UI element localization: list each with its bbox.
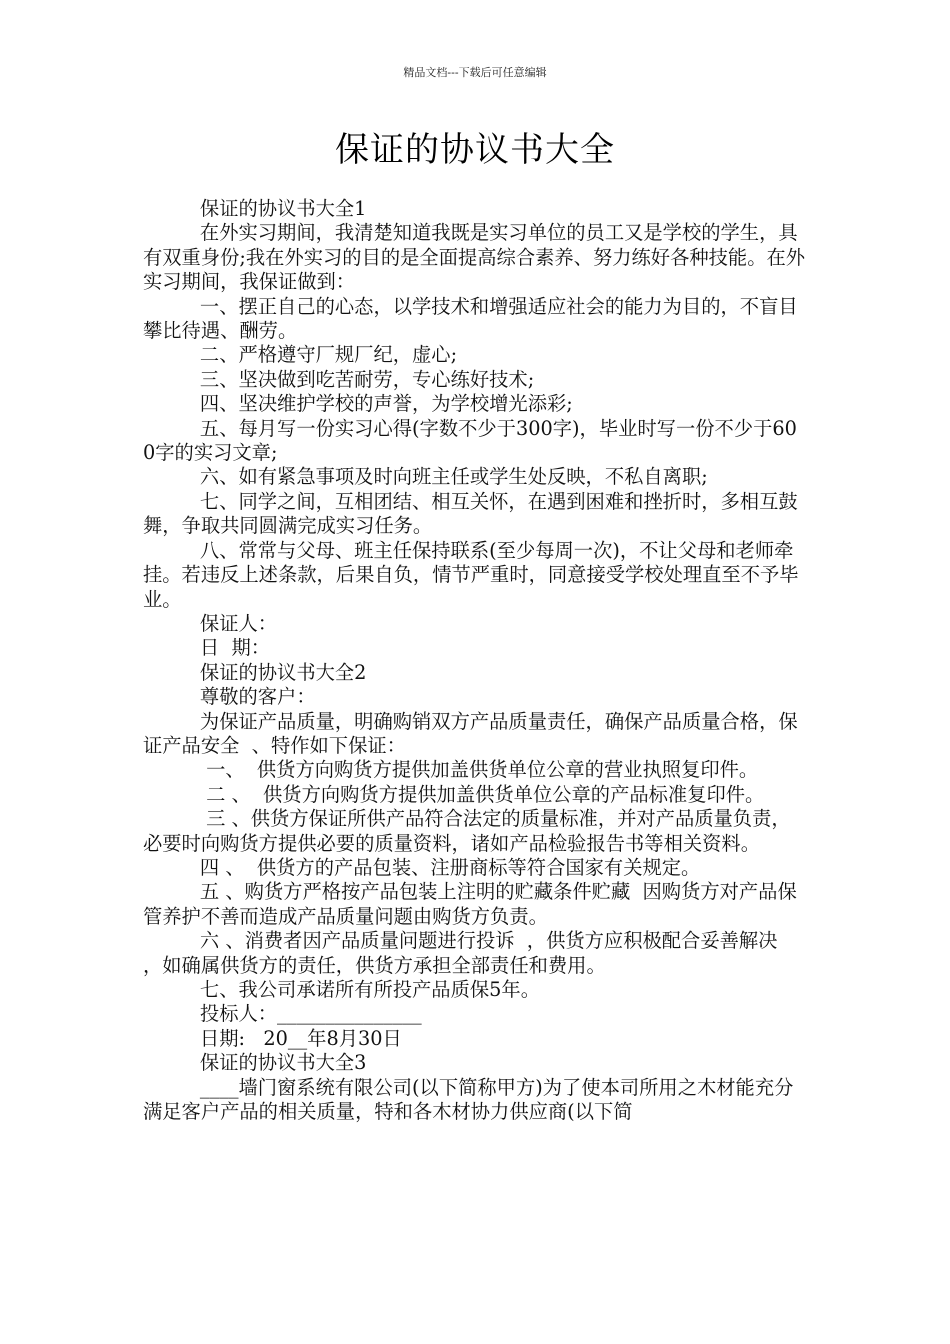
guarantor-label: 保证人：	[199, 611, 278, 635]
section-heading-3: 保证的协议书大全3	[199, 1051, 367, 1075]
pledge-item-5: 五、每月写一份实习心得(字数不少于300字)，毕业时写一份不少于600字的实习文章;	[143, 416, 797, 465]
quality-item-6: 六 、消费者因产品质量问题进行投诉 ，供货方应积极配合妥善解决 ，如确属供货方的责任，供货方承担全部责任和费用。	[143, 929, 790, 977]
pledge-item-7: 七、同学之间，互相团结、相互关怀，在遇到困难和挫折时，多相互鼓舞，争取共同圆满完成实习任务。	[143, 489, 798, 538]
bidder-line: 投标人：_______________	[199, 1002, 422, 1026]
section-heading-2: 保证的协议书大全2	[199, 660, 367, 684]
quality-item-2: 二 、 供货方向购货方提供加盖供货单位公章的产品标准复印件。	[199, 782, 765, 806]
paragraph-intro: 在外实习期间，我清楚知道我既是实习单位的员工又是学校的学生，具有双重身份;我在外实习的目的是全面提高综合素养、努力练好各种技能。在外实习期间，我保证做到：	[143, 221, 806, 294]
quality-item-3: 三 、供货方保证所供产品符合法定的质量标准，并对产品质量负责，必要时向购货方提供必要的质量资料，诸如产品检验报告书等相关资料。	[143, 807, 791, 855]
page-header: 精品文档---下载后可任意编辑	[403, 66, 547, 79]
section-heading-1: 保证的协议书大全1	[199, 197, 367, 220]
paragraph-quality-intro: 为保证产品质量，明确购销双方产品质量责任，确保产品质量合格，保证产品安全 、特作如下保证：	[143, 709, 798, 757]
pledge-item-2: 二、严格遵守厂规厂纪，虚心;	[199, 343, 458, 367]
quality-item-4: 四 、 供货方的产品包装、注册商标等符合国家有关规定。	[199, 855, 701, 879]
document-title: 保证的协议书大全	[335, 130, 615, 170]
pledge-item-6: 六、如有紧急事项及时向班主任或学生处反映，不私自离职;	[199, 465, 708, 489]
date-label: 日 期：	[199, 636, 271, 660]
paragraph-wood-intro: ____墙门窗系统有限公司(以下简称甲方)为了使本司所用之木材能充分满足客户产品的相关质量，特和各木材协力供应商(以下简	[143, 1075, 794, 1124]
quality-item-5: 五 、购货方严格按产品包装上注明的贮藏条件贮藏 因购货方对产品保管养护不善而造成产品质量问题由购货方负责。	[143, 880, 797, 928]
salutation: 尊敬的客户：	[199, 685, 316, 709]
quality-item-7: 七、我公司承诺所有所投产品质保5年。	[199, 978, 540, 1001]
pledge-item-4: 四、坚决维护学校的声誉，为学校增光添彩;	[199, 392, 573, 416]
pledge-item-1: 一、摆正自己的心态，以学技术和增强适应社会的能力为目的，不盲目攀比待遇、酬劳。	[143, 294, 798, 343]
date-line: 日期: 20__年8月30日	[199, 1026, 402, 1050]
pledge-item-3: 三、坚决做到吃苦耐劳，专心练好技术;	[199, 367, 535, 391]
quality-item-1: 一、 供货方向购货方提供加盖供货单位公章的营业执照复印件。	[199, 758, 759, 782]
pledge-item-8: 八、常常与父母、班主任保持联系(至少每周一次)，不让父母和老师牵挂。若违反上述条款，后果自负，情节严重时，同意接受学校处理直至不予毕业。	[143, 538, 799, 611]
document-body	[143, 197, 808, 1124]
